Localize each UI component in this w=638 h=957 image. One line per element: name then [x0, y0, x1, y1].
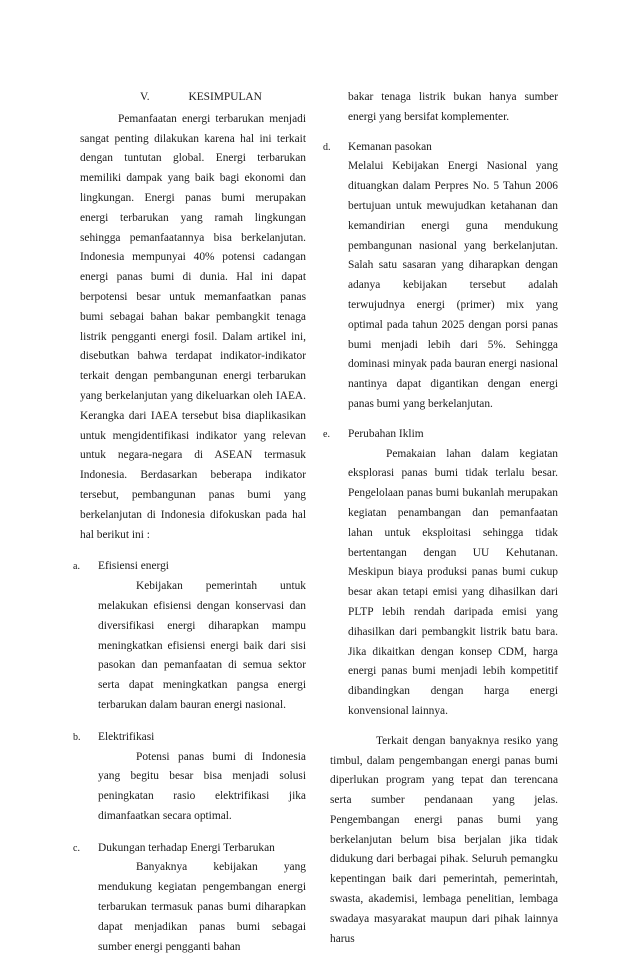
list-item-text: Melalui Kebijakan Energi Nasional yang dituangkan dalam Perpres No. 5 Tahun 2006 bertujuan untuk mewujudkan ketahanan dan kemandirian energi guna mendukung pembangunan nasional yang berkelanjutan. Salah satu sasaran yang diharapkan dengan adanya kebijakan tersebut adalah terwujudnya energi (primer) mix yang optimal pada tahun 2025 dengan porsi panas bumi menjadi lebih dari 5%. Sehingga dominasi minyak pada bauran energi nasional nantinya dapat digantikan dengan energi panas bumi yang berkelanjutan.	[348, 160, 558, 410]
list-item-text: Kebijakan pemerintah untuk melakukan efisiensi dengan konservasi dan diversifikasi energi diharapkan mampu meningkatkan efisiensi energi baik dari sisi pasokan dan pemanfaatan di semua sektor serta dapat meningkatkan pangsa energi terbarukan dalam bauran energi nasional.	[98, 580, 306, 711]
list-item-keamanan	[323, 138, 558, 415]
list-item-dukungan	[73, 839, 306, 957]
list-item-perubahan-iklim	[323, 425, 558, 722]
list-item-continuation	[330, 88, 558, 128]
closing-section	[330, 732, 558, 950]
section-number: V.	[140, 91, 150, 103]
list-item-label: Perubahan Iklim	[348, 427, 424, 440]
left-column	[73, 88, 306, 957]
right-column	[323, 88, 558, 949]
list-item-text: Potensi panas bumi di Indonesia yang begitu besar bisa menjadi solusi peningkatan rasio elektrifikasi jika dimanfaatkan secara optimal.	[98, 750, 306, 822]
list-marker: c.	[73, 842, 80, 854]
continuation-text: bakar tenaga listrik bukan hanya sumber energi yang bersifat komplementer.	[348, 91, 558, 123]
list-marker: d.	[323, 141, 331, 153]
list-item-elektrifikasi	[73, 728, 306, 827]
section-heading	[80, 88, 306, 108]
list-item-text: Pemakaian lahan dalam kegiatan eksplorasi panas bumi tidak terlalu besar. Pengelolaan panas bumi bukanlah merupakan kegiatan penambangan dan pemanfaatan lahan untuk eksploitasi sehingga tidak bertentangan dengan UU Kehutanan. Meskipun biaya produksi panas bumi cukup besar akan tetapi emisi yang dihasilkan dari PLTP lebih rendah daripada emisi yang dihasilkan dari pembangkit listrik batu bara. Jika dikaitkan dengan konsep CDM, harga energi panas bumi menjadi lebih kompetitif dibandingkan dengan harga energi konvensional lainnya.	[348, 447, 558, 717]
list-marker: b.	[73, 731, 81, 743]
list-marker: e.	[323, 428, 330, 440]
section-title: KESIMPULAN	[188, 91, 262, 103]
list-item-label: Efisiensi energi	[98, 560, 169, 573]
list-item-label: Elektrifikasi	[98, 730, 155, 743]
list-item-efisiensi	[73, 557, 306, 715]
list-marker: a.	[73, 561, 80, 573]
intro-paragraph: Pemanfaatan energi terbarukan menjadi sangat penting dilakukan karena hal ini terkait dengan tuntutan global. Energi terbarukan memiliki dampak yang baik bagi ekonomi dan lingkungan. Energi panas bumi merupakan energi terbarukan yang ramah lingkungan sehingga pemanfaatannya bisa berkelanjutan. Indonesia mempunyai 40% potensi cadangan energi panas bumi di dunia. Hal ini dapat berpotensi besar untuk memanfaatkan panas bumi sebagai bahan bakar pembangkit tenaga listrik pengganti energi fosil. Dalam artikel ini, disebutkan bahwa terdapat indikator-indikator terkait dengan pembangunan energi terbarukan yang berkelanjutan yang dikeluarkan oleh IAEA. Kerangka dari IAEA tersebut bisa diaplikasikan untuk mengidentifikasi indikator yang relevan untuk negara-negara di ASEAN termasuk Indonesia. Berdasarkan beberapa indikator tersebut, pembangunan panas bumi yang berkelanjutan di Indonesia difokuskan pada hal hal berikut ini :	[80, 112, 306, 541]
closing-paragraph: Terkait dengan banyaknya resiko yang timbul, dalam pengembangan energi panas bumi diperlukan program yang tepat dan terencana serta sumber pendanaan yang jelas. Pengembangan energi panas bumi yang berkelanjutan belum bisa berjalan jika tidak didukung dari berbagai pihak. Seluruh pemangku kepentingan baik dari pemerintah, pemerintah, swasta, akademisi, lembaga penelitian, lembaga swadaya masyarakat maupun dari pihak lainnya harus	[330, 734, 558, 945]
list-item-label: Kemanan pasokan	[348, 140, 432, 153]
list-item-label: Dukungan terhadap Energi Terbarukan	[98, 841, 275, 854]
list-item-text: Banyaknya kebijakan yang mendukung kegiatan pengembangan energi terbarukan termasuk panas bumi diharapkan dapat menjadikan panas bumi sebagai sumber energi pengganti bahan	[98, 861, 306, 953]
